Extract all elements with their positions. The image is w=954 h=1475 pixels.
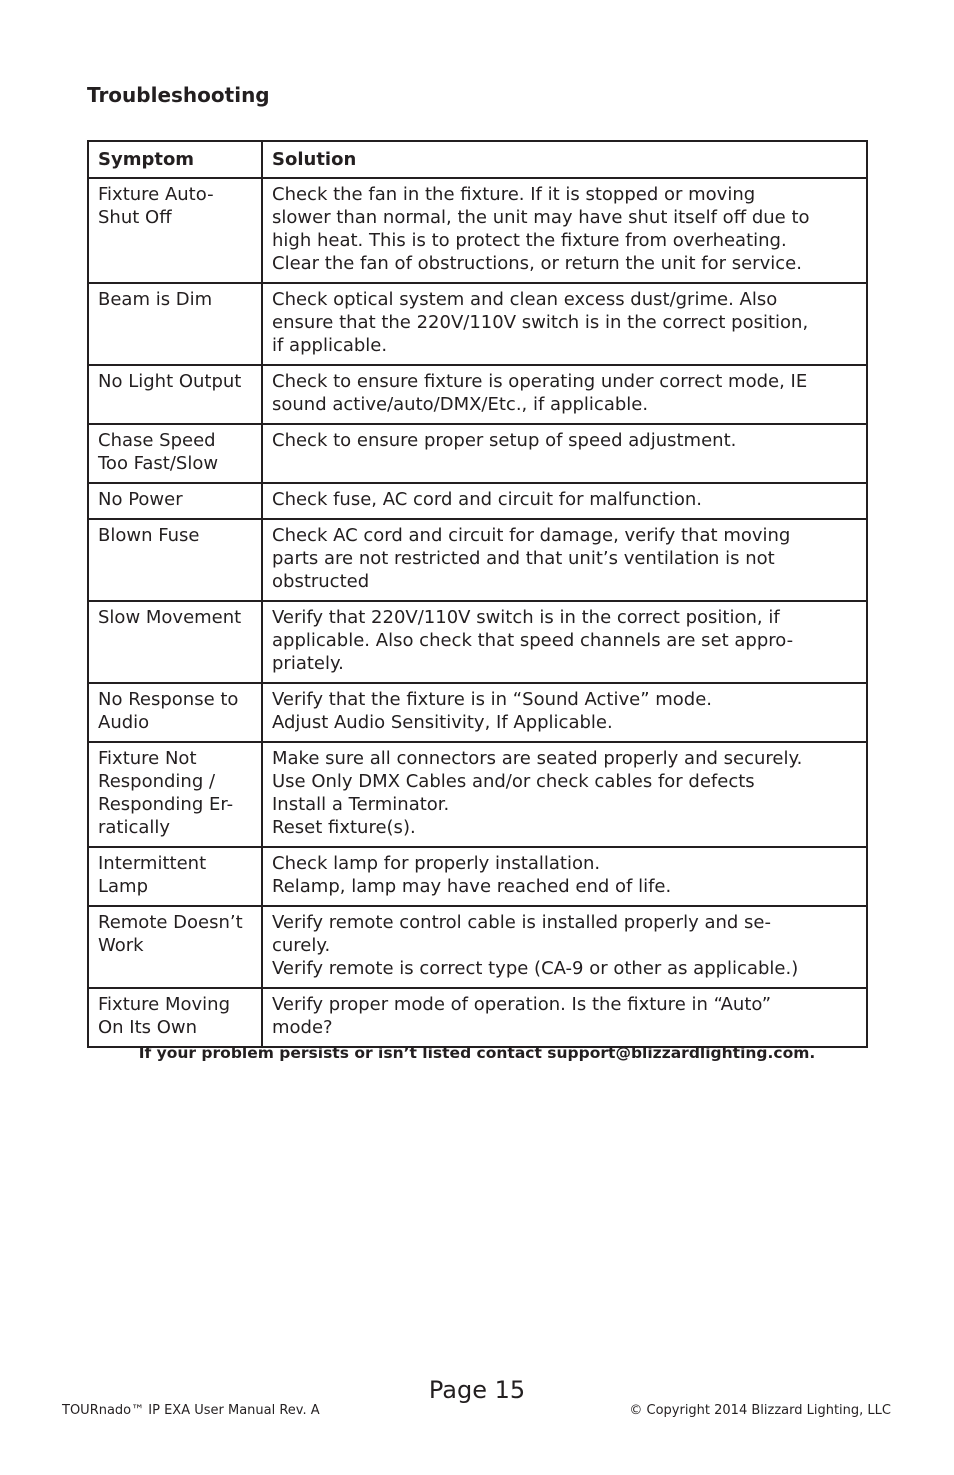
symptom-cell: [88, 178, 262, 283]
solution-text: Verify that 220V/110V switch is in the correct position, if: [272, 607, 780, 628]
troubleshooting-table: [87, 140, 868, 1048]
table-row: [88, 424, 867, 483]
symptom-text: Fixture Not: [98, 748, 197, 769]
solution-text: slower than normal, the unit may have shut itself off due to: [272, 207, 810, 228]
solution-text: parts are not restricted and that unit’s ventilation is not: [272, 548, 775, 569]
symptom-text: Lamp: [98, 876, 149, 897]
symptom-text: No Power: [98, 489, 183, 510]
table-row: [88, 283, 867, 365]
solution-text: sound active/auto/DMX/Etc., if applicable.: [272, 394, 649, 415]
symptom-cell: [88, 906, 262, 988]
solution-text: Make sure all connectors are seated properly and securely.: [272, 748, 803, 769]
solution-text: applicable. Also check that speed channels are set appro-: [272, 630, 794, 651]
symptom-cell: [88, 742, 262, 847]
solution-text: Check to ensure proper setup of speed adjustment.: [272, 430, 737, 451]
solution-text: obstructed: [272, 571, 370, 592]
table-row: [88, 519, 867, 601]
solution-text: Clear the fan of obstructions, or return the unit for service.: [272, 253, 802, 274]
solution-cell: [262, 483, 867, 519]
solution-text: Verify remote control cable is installed properly and se-: [272, 912, 771, 933]
solution-cell: [262, 847, 867, 906]
symptom-text: Too Fast/Slow: [98, 453, 219, 474]
table-row: [88, 683, 867, 742]
solution-cell: [262, 365, 867, 424]
symptom-text: No Light Output: [98, 371, 242, 392]
solution-cell: [262, 988, 867, 1047]
solution-text: Check optical system and clean excess dust/grime. Also: [272, 289, 778, 310]
solution-text: Adjust Audio Sensitivity, If Applicable.: [272, 712, 613, 733]
solution-text: Reset fixture(s).: [272, 817, 416, 838]
solution-text: Check lamp for properly installation.: [272, 853, 601, 874]
solution-text: Verify proper mode of operation. Is the fixture in “Auto”: [272, 994, 772, 1015]
solution-cell: [262, 424, 867, 483]
solution-text: Install a Terminator.: [272, 794, 450, 815]
page-title: Troubleshooting: [87, 83, 270, 107]
symptom-text: Responding Er-: [98, 794, 234, 815]
table-body: [88, 178, 867, 1047]
symptom-text: Responding /: [98, 771, 216, 792]
solution-text: Check the fan in the fixture. If it is stopped or moving: [272, 184, 756, 205]
symptom-text: Fixture Auto-: [98, 184, 214, 205]
solution-text: Verify that the fixture is in “Sound Active” mode.: [272, 689, 713, 710]
solution-text: priately.: [272, 653, 344, 674]
symptom-cell: [88, 424, 262, 483]
manual-title: TOURnado™ IP EXA User Manual Rev. A: [62, 1403, 320, 1418]
table-row: [88, 988, 867, 1047]
solution-cell: [262, 742, 867, 847]
symptom-cell: [88, 519, 262, 601]
solution-cell: [262, 178, 867, 283]
support-footnote: If your problem persists or isn’t listed contact support@blizzardlighting.com.: [138, 1044, 816, 1062]
symptom-text: Audio: [98, 712, 150, 733]
symptom-text: Chase Speed: [98, 430, 216, 451]
symptom-cell: [88, 847, 262, 906]
solution-text: if applicable.: [272, 335, 388, 356]
copyright: © Copyright 2014 Blizzard Lighting, LLC: [629, 1403, 891, 1418]
symptom-cell: [88, 283, 262, 365]
symptom-cell: [88, 365, 262, 424]
solution-cell: [262, 283, 867, 365]
solution-cell: [262, 906, 867, 988]
solution-cell: [262, 519, 867, 601]
table-row: [88, 178, 867, 283]
solution-text: Verify remote is correct type (CA-9 or other as applicable.): [272, 958, 799, 979]
solution-text: high heat. This is to protect the fixture from overheating.: [272, 230, 787, 251]
symptom-text: Work: [98, 935, 144, 956]
symptom-text: Slow Movement: [98, 607, 242, 628]
symptom-text: Intermittent: [98, 853, 207, 874]
solution-cell: [262, 683, 867, 742]
symptom-text: Blown Fuse: [98, 525, 200, 546]
symptom-text: Beam is Dim: [98, 289, 213, 310]
symptom-text: No Response to: [98, 689, 239, 710]
symptom-cell: [88, 683, 262, 742]
solution-text: Check to ensure fixture is operating under correct mode, IE: [272, 371, 808, 392]
solution-text: mode?: [272, 1017, 333, 1038]
solution-text: ensure that the 220V/110V switch is in the correct position,: [272, 312, 809, 333]
page-number: Page 15: [428, 1376, 526, 1404]
table-row: [88, 742, 867, 847]
solution-text: Relamp, lamp may have reached end of life.: [272, 876, 672, 897]
symptom-text: Remote Doesn’t: [98, 912, 243, 933]
table-row: [88, 483, 867, 519]
symptom-cell: [88, 988, 262, 1047]
solution-cell: [262, 601, 867, 683]
table-row: [88, 601, 867, 683]
solution-text: Use Only DMX Cables and/or check cables for defects: [272, 771, 755, 792]
symptom-text: Shut Off: [98, 207, 172, 228]
symptom-cell: [88, 483, 262, 519]
symptom-text: On Its Own: [98, 1017, 198, 1038]
solution-text: Check fuse, AC cord and circuit for malfunction.: [272, 489, 703, 510]
symptom-text: ratically: [98, 817, 171, 838]
table-row: [88, 906, 867, 988]
symptom-column-header: Symptom: [88, 141, 262, 178]
symptom-cell: [88, 601, 262, 683]
solution-text: Check AC cord and circuit for damage, verify that moving: [272, 525, 791, 546]
table-header-row: [88, 141, 867, 178]
solution-text: curely.: [272, 935, 331, 956]
table-row: [88, 365, 867, 424]
table-row: [88, 847, 867, 906]
solution-column-header: Solution: [262, 141, 867, 178]
symptom-text: Fixture Moving: [98, 994, 230, 1015]
